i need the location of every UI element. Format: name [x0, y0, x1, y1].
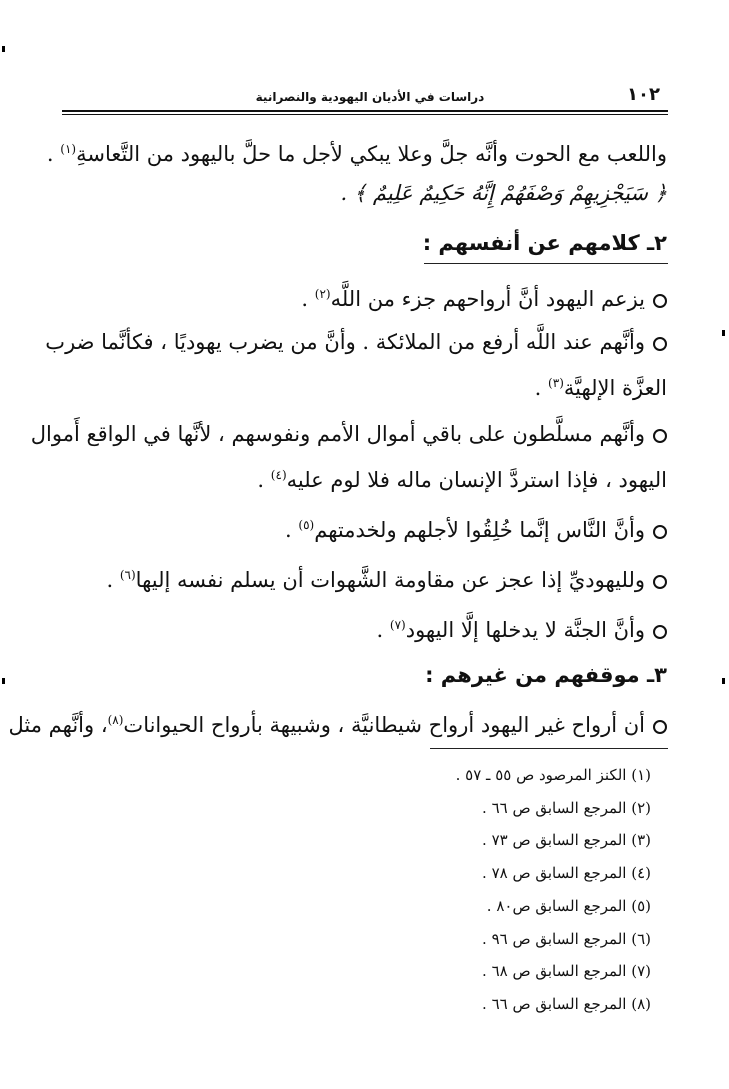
footnote: (١) الكنز المرصود ص ٥٥ ـ ٥٧ .: [455, 766, 651, 784]
bullet-item: يزعم اليهود أنَّ أرواحهم جزء من اللَّه$^{(٢)}$ .: [301, 279, 667, 314]
bullet-item: وأنَّ النَّاس إنَّما خُلِقُوا لأجلهم ولخدمتهم$^{(٥)}$ .: [285, 510, 667, 545]
footnote-ref[interactable]: (٤): [270, 468, 287, 482]
footnote-ref[interactable]: (٣): [548, 376, 564, 390]
running-header: دراسات في الأديان اليهودية والنصرانية: [255, 90, 485, 104]
footnote-ref[interactable]: (٨): [107, 713, 124, 727]
bullet-icon: [653, 294, 667, 308]
page-number: ١٠٢: [627, 84, 660, 105]
scan-mark: [2, 46, 5, 52]
bullet-icon: [653, 429, 667, 443]
bullet-icon: [653, 575, 667, 589]
bullet-icon: [653, 525, 667, 539]
footnote-ref[interactable]: (٢): [314, 287, 331, 301]
footnote-ref[interactable]: (٦): [119, 568, 136, 582]
bullet-item: وأنَّ الجنَّة لا يدخلها إلَّا اليهود$^{(٧)}$ .: [377, 610, 667, 645]
footnote: (٢) المرجع السابق ص ٦٦ .: [482, 799, 651, 817]
footnote: (٦) المرجع السابق ص ٩٦ .: [482, 930, 651, 948]
bullet-icon: [653, 720, 667, 734]
body-line: اليهود ، فإذا استردَّ الإنسان ماله فلا لوم عليه$^{(٤)}$ .: [257, 468, 667, 492]
quran-verse: ﴿ سَيَجْزِيهِمْ وَصْفَهُمْ إِنَّهُ حَكِيمٌ عَلِيمٌ ﴾ .: [340, 181, 667, 205]
header-rule: [62, 114, 668, 115]
footnote-ref[interactable]: (٧): [389, 618, 406, 632]
body-line: العزَّة الإلهيَّة$^{(٣)}$ .: [534, 376, 667, 400]
bullet-item: وأنَّهم مسلَّطون على باقي أموال الأمم ونفوسهم ، لأنَّها في الواقع أَموال: [62, 419, 667, 449]
footnote-ref[interactable]: (٥): [298, 518, 315, 532]
scan-mark: [722, 330, 725, 336]
bullet-icon: [653, 337, 667, 351]
bullet-item: وأنَّهم عند اللَّه أرفع من الملائكة . وأنَّ من يضرب يهوديًا ، فكأنَّما ضرب: [62, 327, 667, 357]
scan-mark: [2, 678, 5, 684]
header-rule: [62, 110, 668, 112]
body-line: واللعب مع الحوت وأنَّه جلَّ وعلا يبكي لأجل ما حلَّ باليهود من التَّعاسةِ$^{(١)}$ .: [46, 142, 667, 166]
scan-mark: [722, 678, 725, 684]
footnote: (٨) المرجع السابق ص ٦٦ .: [482, 995, 651, 1013]
bullet-item: أن أرواح غير اليهود أرواح شيطانيَّة ، وشبيهة بأرواح الحيوانات$^{(٨)}$، وأنَّهم مثل: [62, 705, 667, 740]
footnote: (٥) المرجع السابق ص٨٠ .: [486, 897, 651, 915]
footnote: (٧) المرجع السابق ص ٦٨ .: [482, 962, 651, 980]
bullet-item: ولليهوديِّ إذا عجز عن مقاومة الشَّهوات أن يسلم نفسه إليها$^{(٦)}$ .: [106, 560, 667, 595]
heading-underline: [424, 263, 668, 264]
footnote-ref[interactable]: (١): [60, 142, 77, 156]
section-heading: ٣ـ موقفهم من غيرهم :: [425, 663, 667, 687]
footnote: (٤) المرجع السابق ص ٧٨ .: [482, 864, 651, 882]
bullet-icon: [653, 625, 667, 639]
footnote-separator: [430, 748, 668, 749]
footnote: (٣) المرجع السابق ص ٧٣ .: [482, 831, 651, 849]
section-heading: ٢ـ كلامهم عن أنفسهم :: [422, 231, 667, 255]
